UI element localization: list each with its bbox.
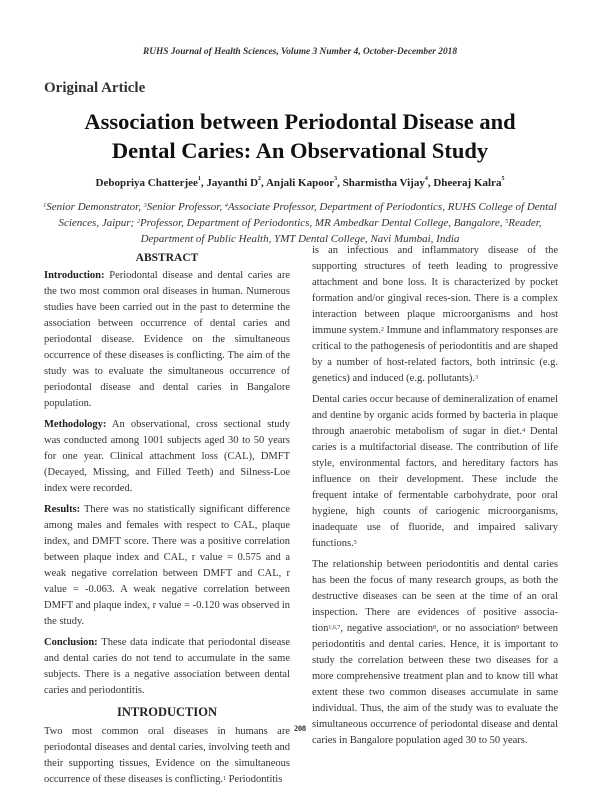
section-text: There was no statistically significant difference among males and females with respect to CAL, plaque index, and DMFT score. There was a positive correlation between plaque index and CAL, r value = 0.575 and a weak negative correlation between DMFT and CAL, r value = -0.063. A weak negative correlation between DMFT and plaque index, r value = -0.120 was observed in the study. xyxy=(44,504,291,627)
paragraph-text: , negative association xyxy=(340,623,433,634)
title-line-2: Dental Caries: An Observational Study xyxy=(111,138,489,163)
paragraph-text: The relationship between periodontitis and dental caries has been the focus of many research groups, as both the destructive diseases can be seen at the time of an oral inspection. There are evidences of positive associa-tion xyxy=(312,559,558,634)
citation: 4 xyxy=(522,428,526,434)
author-sup: 1 xyxy=(197,176,201,182)
citation: 9 xyxy=(516,625,520,631)
affiliation: Professor, Department of Periodontics, MR Ambedkar Dental College, Bangalore, xyxy=(139,217,506,229)
section-label: Results: xyxy=(44,504,81,515)
paragraph-text: is an infectious and inflammatory disease of the supporting structures of teeth leading to progressive attachment and bone loss. It is characterized by pocket formation and/or gingival reces-sion. There is a complex interaction between plaque microorganisms and host immune system. xyxy=(312,245,558,336)
right-column xyxy=(312,243,558,754)
author: Dheeraj Kalra xyxy=(433,177,502,189)
abstract-conclusion xyxy=(44,635,290,699)
section-text: An observational, cross sectional study was conducted among 1001 subjects aged 30 to 50 years for one year. Clinical attachment loss (CAL), DMFT (Decayed, Missing, and Filled Teeth) and Silness-Loe index were recorded. xyxy=(44,419,290,494)
paragraph-text: Immune and inflammatory responses are critical to the pathogenesis of periodontitis and are shaped by a number of host-related factors, both intrinsic (e.g. genetics) and induced (e.g. pollutants). xyxy=(312,325,558,384)
citation: 1,6,7 xyxy=(328,625,341,631)
affil-sup: 3 xyxy=(143,203,147,209)
affiliation: Senior Professor, xyxy=(146,201,225,213)
page-number: 208 xyxy=(294,724,306,733)
paragraph-text: Periodontitis xyxy=(226,774,283,785)
author: Jayanthi D xyxy=(206,177,259,189)
section-label: Methodology: xyxy=(44,419,107,430)
affiliations xyxy=(40,199,560,247)
article-type: Original Article xyxy=(44,80,146,96)
abstract-heading: ABSTRACT xyxy=(135,252,199,264)
intro-paragraph-2 xyxy=(312,392,558,552)
author-sup: 2 xyxy=(258,176,262,182)
abstract-results xyxy=(44,502,290,630)
author: Debopriya Chatterjee xyxy=(95,177,198,189)
author: Sharmistha Vijay xyxy=(342,177,425,189)
author-list: Debopriya Chatterjee$^1$, Jayanthi $D^2$, Anjali Kapoor$^3$, Sharmistha Vijay$^4$, Dheeraj Kalra$^5$ xyxy=(95,176,505,189)
abstract-methodology xyxy=(44,417,290,497)
section-label: Introduction: xyxy=(44,270,105,281)
affiliation: Associate Professor, Department of Periodontics, RUHS College of Dental Sciences, Jaipur; xyxy=(58,201,557,229)
section-text: Periodontal disease and dental caries are the two most common oral diseases in human. Numerous studies have been carried out in the past to determine the association between occurrence of dental caries and periodontal disease. Evidence on the simultaneous occurrence of these diseases is conflicting. The aim of the study was to evaluate the simultaneous occurrence of periodontal disease and dental caries in Bangalore population. xyxy=(44,270,290,409)
affil-sup: 5 xyxy=(505,219,509,225)
citation: 1 xyxy=(223,776,227,782)
citation: 2 xyxy=(380,327,384,333)
intro-paragraph-1-cont xyxy=(312,243,558,387)
paragraph-text: between periodontitis and dental caries. Hence, it is important to study the correlation between these two diseases for a more comprehensive treatment plan and to know till what extent these two common diseases accumulate in same individual. Thus, the aim of the study was to evaluate the simultaneous occurrence of periodontal disease and dental caries in Bangalore population aged 30 to 50 years. xyxy=(312,623,558,746)
section-text: These data indicate that periodontal disease and dental caries do not tend to accumulate in the same subjects. There is a negative association between dental caries and periodontitis. xyxy=(44,637,290,696)
paragraph-text: Dental caries is a multifactorial disease. The contribution of life style, environmental factors, and hereditary factors has influence on their development. These include the frequent intake of fermentable carbohydrate, poor oral hygiene, high counts of cariogenic microorganisms, inadequate use of fluoride, and impaired salivary functions. xyxy=(312,426,558,549)
affil-sup: 4 xyxy=(224,203,228,209)
left-column xyxy=(44,250,290,793)
citation: 5 xyxy=(353,540,357,546)
paragraph-text: Dental caries occur because of demineralization of enamel and dentine by organic acids formed by bacteria in plaque through anaerobic metabolism of sugar in diet. xyxy=(312,394,558,437)
paragraph-text: Two most common oral diseases in humans are periodontal diseases and dental caries, involving teeth and their supporting tissues, Evidence on the simultaneous occurrence of these diseases is conflicting. xyxy=(44,726,290,785)
affil-sup: 1 xyxy=(43,203,47,209)
author: Anjali Kapoor xyxy=(265,177,335,189)
affiliation: Reader, Department of Public Health, YMT Dental College, Navi Mumbai, India xyxy=(140,217,542,245)
author-sup: 5 xyxy=(501,176,505,182)
journal-header: RUHS Journal of Health Sciences, Volume 3 Number 4, October-December 2018 xyxy=(142,47,458,57)
citation: 3 xyxy=(475,375,478,381)
intro-paragraph-1 xyxy=(44,724,290,788)
paragraph-text: , or no association xyxy=(435,623,517,634)
intro-paragraph-3 xyxy=(312,557,558,749)
section-label: Conclusion: xyxy=(44,637,98,648)
article-title xyxy=(0,107,600,165)
citation: 8 xyxy=(432,625,436,631)
author-sup: 3 xyxy=(334,176,338,182)
author-sup: 4 xyxy=(424,176,428,182)
affil-sup: 2 xyxy=(136,219,140,225)
title-line-1: Association between Periodontal Disease and xyxy=(84,109,516,134)
introduction-heading: INTRODUCTION xyxy=(116,705,217,719)
abstract-introduction xyxy=(44,268,290,412)
affiliation: Senior Demonstrator, xyxy=(46,201,144,213)
